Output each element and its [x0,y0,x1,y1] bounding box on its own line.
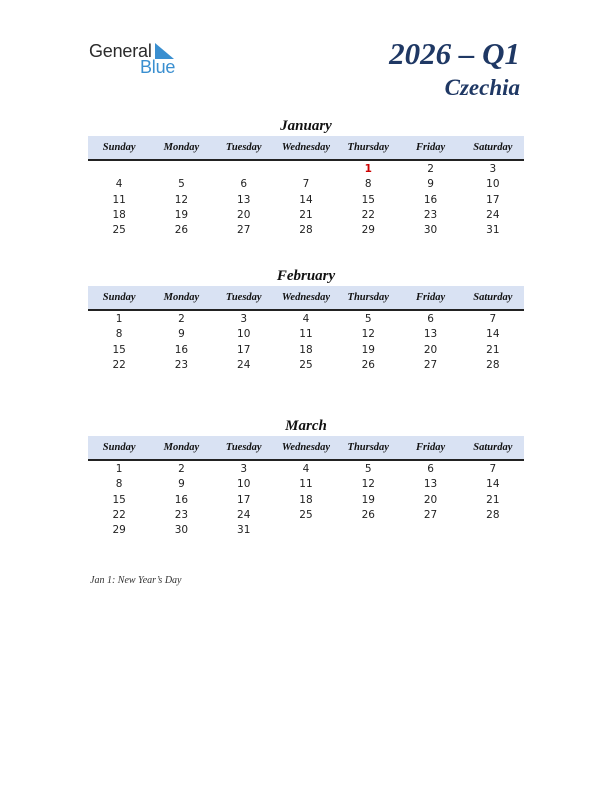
weekday-sunday: Sunday [102,442,136,453]
weekday-wednesday: Wednesday [281,292,331,303]
day-cell: 5 [364,313,372,325]
day-cell: 26 [174,224,189,237]
week-row [88,177,524,192]
day-cell: 31 [486,224,500,237]
day-cell: 9 [178,478,185,491]
day-cell: 23 [174,358,189,371]
day-cell: 7 [302,178,310,191]
day-cell: 11 [112,193,126,206]
day-grid [88,162,524,238]
weekday-monday: Monday [163,442,200,453]
day-cell: 17 [237,343,251,356]
weekday-saturday: Saturday [473,292,513,303]
day-cell: 4 [115,178,123,191]
day-cell: 2 [178,463,185,475]
week-row [88,462,524,477]
month-name: March [285,418,327,434]
day-cell: 11 [299,478,313,491]
day-cell: 3 [240,313,248,325]
day-cell: 27 [237,224,251,237]
day-cell: 4 [302,313,310,325]
day-cell: 13 [423,478,438,491]
day-cell: 8 [115,328,123,341]
week-row [88,223,524,238]
day-cell: 18 [299,343,313,356]
weekday-wednesday: Wednesday [281,142,331,153]
day-cell: 24 [237,358,251,371]
page-title: 2026 – Q1 [389,36,520,71]
day-cell: 17 [486,193,500,206]
day-cell: 10 [237,328,251,341]
week-row [88,193,524,208]
day-grid [88,462,524,538]
day-cell: 13 [423,328,438,341]
day-cell: 31 [237,524,251,537]
day-cell: 17 [237,493,251,506]
day-cell: 19 [361,343,375,356]
day-cell: 4 [302,463,310,475]
day-cell: 15 [112,343,126,356]
day-cell: 28 [299,224,313,237]
day-cell [88,162,150,177]
day-cell: 25 [112,224,126,237]
day-cell: 23 [174,508,189,521]
day-cell: 1 [364,163,372,175]
day-cell [399,523,461,538]
day-cell: 28 [486,358,500,371]
day-cell: 25 [299,508,313,521]
day-cell: 28 [486,508,500,521]
day-cell: 6 [427,313,434,325]
generalblue-logo [89,40,189,80]
holiday-note: Jan 1: New Year’s Day [90,575,182,586]
day-cell [337,523,399,538]
day-cell: 18 [112,208,126,221]
day-cell: 5 [364,463,372,475]
day-cell: 9 [178,328,185,341]
day-cell: 2 [427,163,434,175]
day-cell: 29 [361,224,375,237]
day-cell [150,162,212,177]
day-cell: 7 [489,313,497,325]
day-cell: 16 [423,193,438,206]
week-row [88,208,524,223]
day-cell: 14 [486,478,500,491]
day-cell: 8 [364,178,372,191]
day-cell: 20 [423,343,438,356]
week-row [88,327,524,342]
day-cell: 25 [299,358,313,371]
day-cell [275,523,337,538]
page-title-block [389,36,520,102]
day-cell: 6 [427,463,434,475]
day-cell: 26 [361,508,375,521]
weekday-thursday: Thursday [347,142,389,153]
day-cell: 13 [237,193,251,206]
day-cell: 12 [361,328,375,341]
weekday-friday: Friday [415,292,446,303]
weekday-thursday: Thursday [347,292,389,303]
day-cell: 6 [240,178,248,191]
week-row [88,523,524,538]
day-cell: 12 [361,478,375,491]
day-cell: 7 [489,463,497,475]
day-cell: 14 [486,328,500,341]
week-row [88,312,524,327]
weekday-wednesday: Wednesday [281,442,331,453]
day-cell: 20 [423,493,438,506]
day-cell: 10 [237,478,251,491]
day-cell: 5 [178,178,185,191]
day-cell: 16 [174,343,189,356]
day-cell: 11 [299,328,313,341]
weekday-friday: Friday [415,442,446,453]
day-cell [213,162,275,177]
day-cell: 30 [423,224,438,237]
week-row [88,508,524,523]
day-cell: 12 [174,193,189,206]
day-cell: 8 [115,478,123,491]
day-cell: 29 [112,524,126,537]
day-cell: 9 [427,178,434,191]
weekday-saturday: Saturday [473,142,513,153]
day-cell: 14 [299,193,313,206]
day-cell: 22 [112,508,126,521]
day-cell: 3 [489,163,497,175]
day-cell [462,523,524,538]
day-cell: 24 [486,208,500,221]
month-march [88,416,524,538]
day-cell: 26 [361,358,375,371]
day-cell: 23 [423,208,438,221]
month-name: February [276,268,336,284]
logo-general-text: General [89,41,152,61]
week-row [88,343,524,358]
day-cell: 24 [237,508,251,521]
weekday-thursday: Thursday [347,442,389,453]
day-cell: 15 [361,193,375,206]
day-cell: 19 [174,208,189,221]
day-cell: 1 [115,313,123,325]
weekday-saturday: Saturday [473,442,513,453]
month-february [88,266,524,373]
weekday-sunday: Sunday [102,292,136,303]
weekday-tuesday: Tuesday [225,142,262,153]
month-name: January [280,118,332,134]
day-cell: 21 [299,208,313,221]
weekday-header [88,136,524,161]
day-cell: 22 [112,358,126,371]
day-cell: 30 [174,524,189,537]
weekday-header [88,436,524,461]
weekday-monday: Monday [163,292,200,303]
day-cell: 27 [423,358,438,371]
country-title: Czechia [444,75,520,100]
day-cell: 27 [423,508,438,521]
weekday-header [88,286,524,311]
day-cell: 2 [178,313,185,325]
weekday-sunday: Sunday [102,142,136,153]
weekday-tuesday: Tuesday [225,292,262,303]
day-cell: 19 [361,493,375,506]
day-cell: 22 [361,208,375,221]
week-row [88,477,524,492]
day-cell: 21 [486,493,500,506]
logo-blue-text: Blue [140,57,176,77]
weekday-friday: Friday [415,142,446,153]
day-cell: 1 [115,463,123,475]
day-cell: 16 [174,493,189,506]
weekday-monday: Monday [163,142,200,153]
day-cell: 10 [486,178,500,191]
week-row [88,162,524,177]
day-grid [88,312,524,373]
day-cell [275,162,337,177]
day-cell: 15 [112,493,126,506]
day-cell: 3 [240,463,248,475]
day-cell: 18 [299,493,313,506]
weekday-tuesday: Tuesday [225,442,262,453]
week-row [88,358,524,373]
day-cell: 21 [486,343,500,356]
month-january [88,116,524,238]
day-cell: 20 [237,208,251,221]
week-row [88,493,524,508]
